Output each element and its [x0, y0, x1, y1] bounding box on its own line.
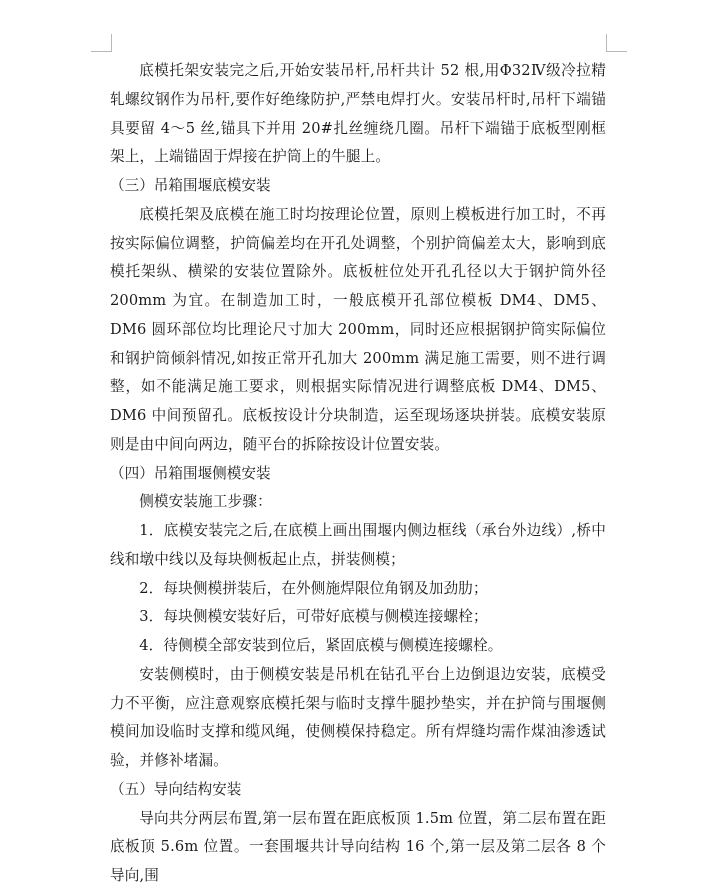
list-item-step-1: 1．底模安装完之后,在底模上画出围堰内侧边框线（承台外边线）,桥中线和墩中线以及每块侧板起止点，拼装侧模；	[110, 522, 606, 568]
paragraph-guide-structure: 导向共分两层布置,第一层布置在距底板顶 1.5m 位置，第二层布置在距底板顶 5.6m 位置。一套围堰共计导向结构 16 个,第一层及第二层各 8 个导向,围	[110, 809, 606, 884]
section-heading-4: （四）吊箱围堰侧模安装	[110, 464, 271, 482]
section-heading-3: （三）吊箱围堰底模安装	[110, 177, 271, 194]
section-heading-5: （五）导向结构安装	[110, 780, 242, 798]
paragraph-hanger-rod-install: 底模托架安装完之后,开始安装吊杆,吊杆共计 52 根,用Φ32Ⅳ级冷拉精轧螺纹钢作为吊杆,要作好绝缘防护,严禁电焊打火。安装吊杆时,吊杆下端锚具要留 4～5 丝,锚具下并用 20#扎丝缠绕几圈。吊杆下端锚于底板型刚框架上，上端锚固于焊接在护筒上的牛腿上。	[110, 62, 606, 166]
list-item-step-4: 4．待侧模全部安装到位后，紧固底模与侧模连接螺栓。	[139, 637, 503, 654]
list-item-step-2: 2．每块侧模拼装后，在外侧施焊限位角钢及加劲肋；	[139, 579, 488, 597]
paragraph-side-form-steps-intro: 侧模安装施工步骤：	[139, 493, 272, 511]
paragraph-bottom-form-install: 底模托架及底模在施工时均按理论位置，原则上模板进行加工时，不再按实际偏位调整，护筒偏差均在开孔处调整，个别护筒偏差太大，影响到底模托架纵、横梁的安装位置除外。底板桩位处开孔孔径以大于钢护筒外径 200mm 为宜。在制造加工时，一般底模开孔部位模板 DM4、DM5、DM6 圆环部位均比理论尺寸加大 200mm，同时还应根据钢护筒实际偏位和钢护筒倾斜情况,如按正常开孔加大 200mm 满足施工需要，则不进行调整，如不能满足施工要求，则根据实际情况进行调整底板 DM4、DM5、DM6 中间预留孔。底板按设计分块制造，运至现场逐块拼装。底模安装原则是由中间向两边，随平台的拆除按设计位置安装。	[110, 205, 606, 453]
corner-crop-mark-top-left	[91, 34, 112, 52]
corner-crop-mark-top-right	[606, 34, 627, 52]
paragraph-side-form-notes: 安装侧模时，由于侧模安装是吊机在钻孔平台上边倒退边安装，底模受力不平衡，应注意观察底模托架与临时支撑牛腿抄垫实，并在护筒与围堰侧模间加设临时支撑和缆风绳，使侧模保持稳定。所有焊缝均需作煤油渗透试验，并修补堵漏。	[110, 665, 606, 769]
list-item-step-3: 3．每块侧模安装好后，可带好底模与侧模连接螺栓；	[139, 608, 488, 626]
document-body	[110, 57, 606, 891]
